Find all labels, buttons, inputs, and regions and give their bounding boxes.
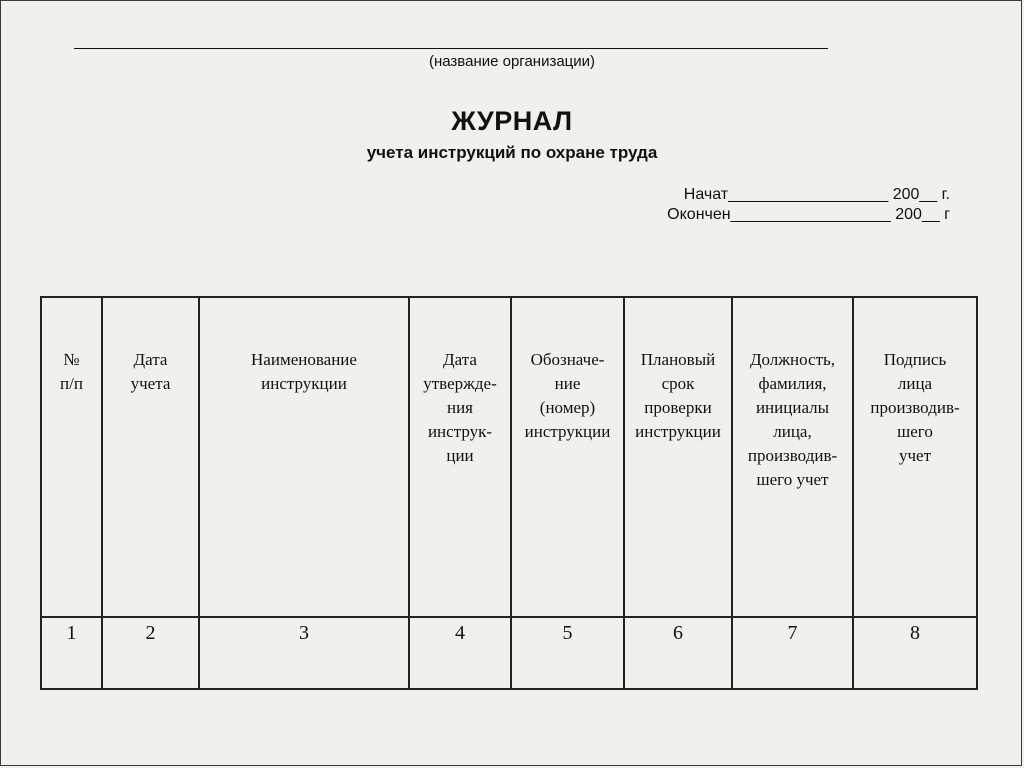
header-cell-number: № п/п xyxy=(41,297,102,617)
header-cell-signature: Подпись лица производив- шего учет xyxy=(853,297,977,617)
journal-table xyxy=(40,296,978,690)
column-number-row xyxy=(41,617,977,689)
started-date-line: Начат__________________ 200__ г. xyxy=(683,186,950,203)
column-number-cell: 3 xyxy=(199,617,409,689)
header-cell-instruction-name: Наименование инструкции xyxy=(199,297,409,617)
organization-name-line xyxy=(74,48,828,49)
organization-caption: (название организации) xyxy=(428,53,596,70)
header-cell-recorder: Должность, фамилия, инициалы лица, производив- шего учет xyxy=(732,297,853,617)
column-number-cell: 5 xyxy=(511,617,624,689)
column-number-cell: 1 xyxy=(41,617,102,689)
document-subtitle: учета инструкций по охране труда xyxy=(366,143,658,162)
column-number-cell: 7 xyxy=(732,617,853,689)
column-number-cell: 6 xyxy=(624,617,732,689)
document-title: ЖУРНАЛ xyxy=(451,106,573,136)
header-cell-review-term: Плановый срок проверки инструкции xyxy=(624,297,732,617)
header-cell-record-date: Дата учета xyxy=(102,297,199,617)
ended-date-line: Окончен__________________ 200__ г xyxy=(667,206,950,223)
header-cell-designation: Обозначе- ние (номер) инструкции xyxy=(511,297,624,617)
column-number-cell: 8 xyxy=(853,617,977,689)
header-cell-approval-date: Дата утвержде- ния инструк- ции xyxy=(409,297,511,617)
table-header-row xyxy=(41,297,977,617)
column-number-cell: 4 xyxy=(409,617,511,689)
column-number-cell: 2 xyxy=(102,617,199,689)
